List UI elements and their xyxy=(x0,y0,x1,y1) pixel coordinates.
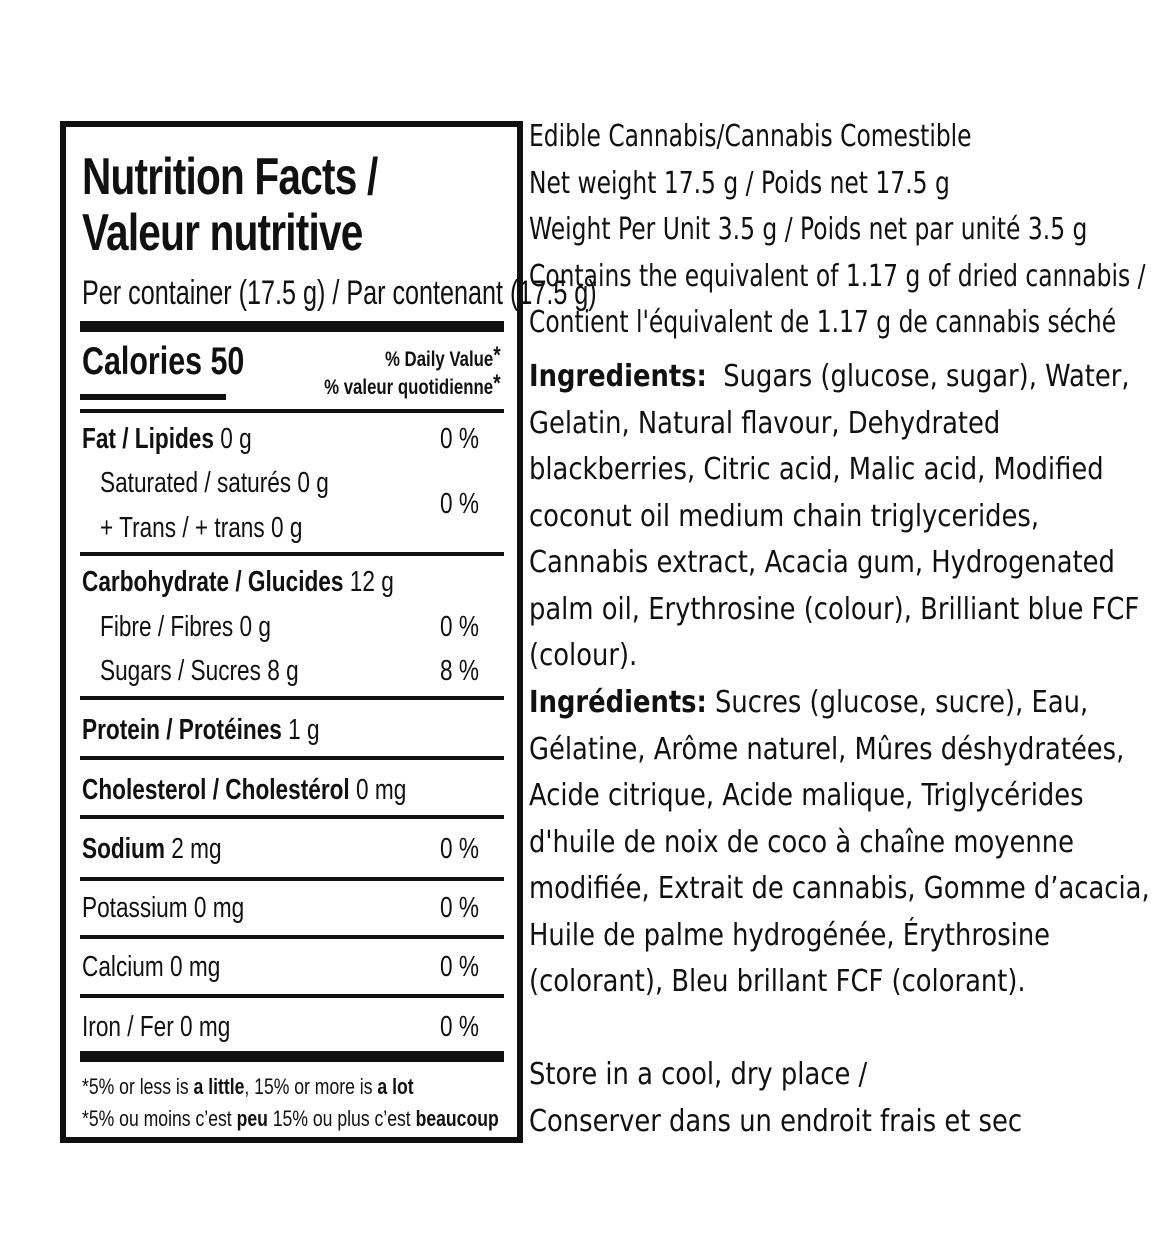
ingredients-line: Acide citrique, Acide malique, Triglycérides xyxy=(529,778,1084,813)
daily-value-header: % Daily Value* xyxy=(385,342,501,371)
nutrition-title: Nutrition Facts / xyxy=(82,148,378,206)
nutrient-potassium: Potassium 0 mg xyxy=(82,892,245,924)
divider xyxy=(80,994,504,998)
divider xyxy=(80,756,504,760)
nutrient-potassium-pct: 0 % xyxy=(440,892,479,924)
daily-value-header-fr: % valeur quotidienne* xyxy=(324,370,501,399)
product-line: Contient l'équivalent de 1.17 g de cannabis séché xyxy=(529,305,1117,340)
nutrient-fat-pct: 0 % xyxy=(440,423,479,455)
nutrient-calcium: Calcium 0 mg xyxy=(82,951,221,983)
divider xyxy=(80,552,504,556)
ingredients-line: Huile de palme hydrogénée, Érythrosine xyxy=(529,917,1051,953)
divider xyxy=(80,696,504,700)
ingredients-line: Cannabis extract, Acacia gum, Hydrogenated xyxy=(529,545,1115,580)
ingredients-line: Ingrédients: Sucres (glucose, sucre), Eau, xyxy=(529,685,1089,720)
nutrient-cholesterol: Cholesterol / Cholestérol 0 mg xyxy=(82,774,407,806)
nutrient-fat: Fat / Lipides 0 g xyxy=(82,423,252,455)
nutrient-sat-trans-pct: 0 % xyxy=(440,488,479,520)
product-line: Edible Cannabis/Cannabis Comestible xyxy=(529,119,972,154)
ingredients-line: (colorant), Bleu brillant FCF (colorant). xyxy=(529,964,1026,999)
ingredients-line: d'huile de noix de coco à chaîne moyenne xyxy=(529,824,1074,860)
product-line: Contains the equivalent of 1.17 g of dried cannabis / xyxy=(529,258,1146,294)
storage-line: Store in a cool, dry place / xyxy=(529,1057,868,1092)
serving-size: Per container (17.5 g) / Par contenant (17.5 g) xyxy=(82,274,597,312)
thick-divider xyxy=(80,1051,504,1062)
ingredients-line: blackberries, Citric acid, Malic acid, Modified xyxy=(529,452,1104,487)
storage-line: Conserver dans un endroit frais et sec xyxy=(529,1103,1023,1139)
nutrient-sodium-pct: 0 % xyxy=(440,833,479,865)
ingredients-line: Gelatin, Natural flavour, Dehydrated xyxy=(529,405,1001,441)
ingredients-line: coconut oil medium chain triglycerides, xyxy=(529,498,1040,534)
ingredients-fr xyxy=(529,680,1176,1006)
ingredients-line: Gélatine, Arôme naturel, Mûres déshydratées, xyxy=(529,731,1125,767)
ingredients-en xyxy=(529,354,1176,680)
product-line: Weight Per Unit 3.5 g / Poids net par unité 3.5 g xyxy=(529,212,1088,247)
product-line: Net weight 17.5 g / Poids net 17.5 g xyxy=(529,165,950,201)
nutrient-iron-pct: 0 % xyxy=(440,1011,479,1043)
divider xyxy=(80,877,504,881)
divider xyxy=(80,815,504,819)
ingredients-line: (colour). xyxy=(529,638,638,673)
nutrient-iron: Iron / Fer 0 mg xyxy=(82,1011,231,1043)
nutrient-fibre-pct: 0 % xyxy=(440,611,479,643)
nutrient-saturated: Saturated / saturés 0 g xyxy=(100,467,329,499)
nutrient-protein: Protein / Protéines 1 g xyxy=(82,714,320,746)
ingredients-line: palm oil, Erythrosine (colour), Brilliant blue FCF xyxy=(529,591,1140,627)
footnote-en: *5% or less is a little, 15% or more is a lot xyxy=(82,1074,414,1099)
nutrient-carbohydrate: Carbohydrate / Glucides 12 g xyxy=(82,566,394,598)
nutrient-fibre: Fibre / Fibres 0 g xyxy=(100,611,271,643)
nutrient-calcium-pct: 0 % xyxy=(440,951,479,983)
storage-instructions xyxy=(529,1052,1102,1145)
nutrient-sugars: Sugars / Sucres 8 g xyxy=(100,655,299,687)
nutrition-title-fr: Valeur nutritive xyxy=(82,204,363,262)
nutrient-trans: + Trans / + trans 0 g xyxy=(100,512,303,544)
nutrient-sugars-pct: 8 % xyxy=(440,655,479,687)
product-info xyxy=(529,114,1176,347)
footnote-fr: *5% ou moins c’est peu 15% ou plus c’est beaucoup xyxy=(82,1106,499,1131)
thick-divider xyxy=(80,321,504,332)
divider xyxy=(80,409,504,413)
calories: Calories 50 xyxy=(82,340,245,383)
ingredients-line: Ingredients: Sugars (glucose, sugar), Water, xyxy=(529,359,1130,394)
ingredients-line: modifiée, Extrait de cannabis, Gomme d’acacia, xyxy=(529,871,1150,906)
divider xyxy=(80,935,504,939)
calories-underline xyxy=(80,394,226,400)
nutrient-sodium: Sodium 2 mg xyxy=(82,833,222,865)
